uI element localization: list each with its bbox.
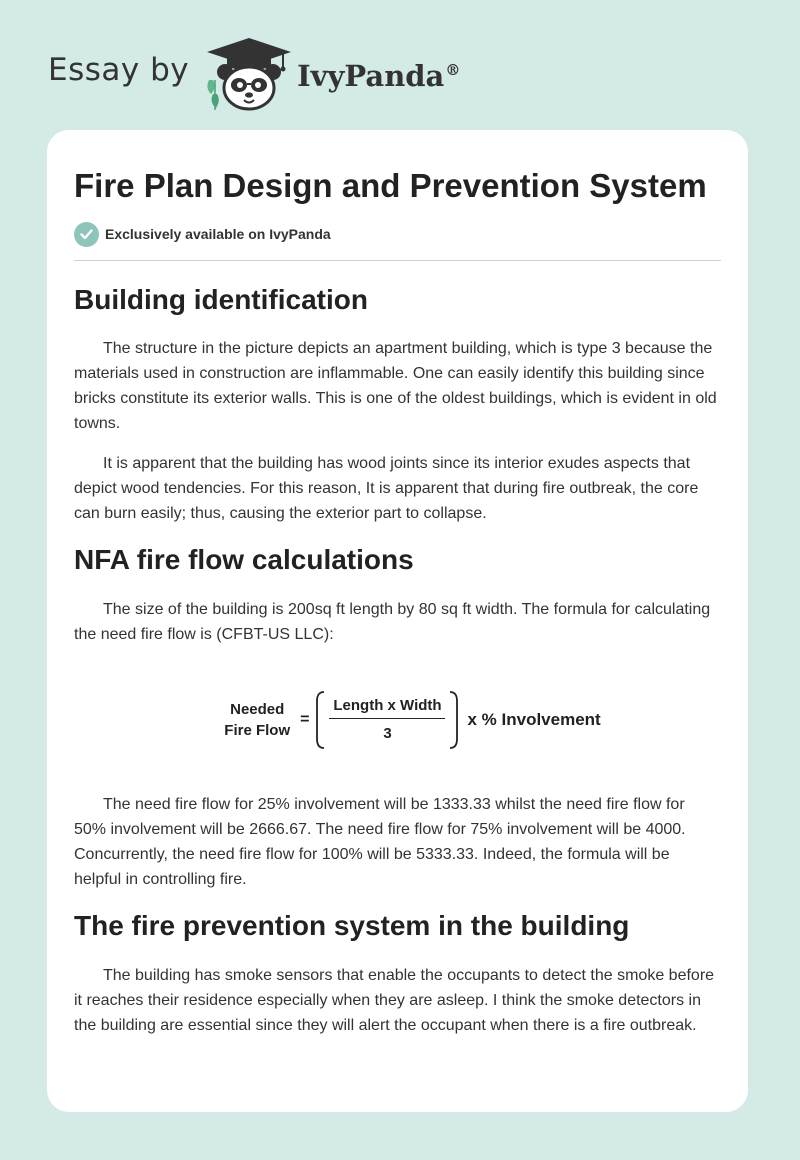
section-heading-building-identification: Building identification: [74, 284, 368, 315]
badge-text: Exclusively available on IvyPanda: [105, 226, 331, 242]
right-bracket: [449, 691, 459, 749]
formula-lhs-line1: Needed: [230, 700, 285, 718]
check-circle-icon: [74, 222, 99, 247]
paragraph: The need fire flow for 25% involvement will be 1333.33 whilst the need fire flow for 50% involvement will be 2666.67. The need fire flow for 75% involvement will be 4000. Concurrently, the need fire flow for 100% will be 5333.33. Indeed, the formula will be helpful in controlling fire.: [74, 796, 686, 888]
paragraph: The building has smoke sensors that enable the occupants to detect the smoke before it reaches their residence especially when they are asleep. I think the smoke detectors in the building are essential since they will alert the occupant when there is a fire outbreak.: [74, 967, 715, 1034]
essay-by-label: Essay by: [48, 52, 190, 88]
exclusive-badge: [74, 220, 721, 248]
brand-name[interactable]: IvyPanda®: [297, 59, 461, 93]
formula-denominator: 3: [383, 725, 392, 743]
section-heading-nfa-fire-flow: NFA fire flow calculations: [74, 544, 414, 575]
section-heading-fire-prevention: The fire prevention system in the building: [74, 910, 630, 941]
paragraph: It is apparent that the building has wood joints since its interior exudes aspects that depict wood tendencies. For this reason, It is apparent that during fire outbreak, the core can burn easily; thus, causing the exterior part to collapse.: [74, 455, 699, 522]
left-bracket: [315, 691, 325, 749]
formula-lhs-line2: Fire Flow: [224, 721, 291, 739]
formula-involvement: x % Involvement: [467, 709, 601, 729]
formula-equals: =: [300, 710, 310, 728]
formula-numerator: Length x Width: [333, 696, 442, 714]
page-title: Fire Plan Design and Prevention System: [74, 167, 707, 204]
paragraph: The size of the building is 200sq ft length by 80 sq ft width. The formula for calculating the need fire flow is (CFBT-US LLC):: [74, 601, 711, 643]
site-header: [48, 36, 460, 112]
paragraph: The structure in the picture depicts an apartment building, which is type 3 because the materials used in construction are inflammable. One can easily identify this building since bricks constitute its exterior walls. This is one of the oldest buildings, which is evident in old towns.: [74, 340, 717, 432]
panda-graduate-icon[interactable]: [203, 36, 295, 112]
fire-flow-formula: [74, 667, 721, 772]
formula-fraction: [325, 697, 449, 743]
formula-lhs: [224, 699, 290, 741]
registered-mark: ®: [445, 61, 461, 80]
divider: [74, 260, 721, 261]
article-card: [47, 130, 748, 1112]
